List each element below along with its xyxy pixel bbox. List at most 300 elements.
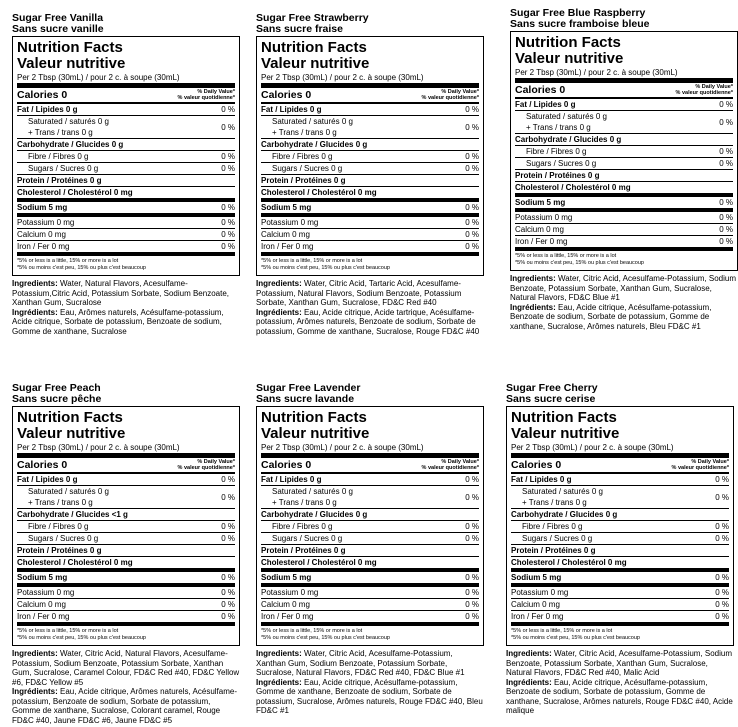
ingredients-text: Water, Citric Acid, Natural Flavors, Acesulfame-Potassium, Sodium Benzoate, Potassium Sorbate, Xanthan Gum, Sucralose, Caramel Colour, FD&C Red #40, FD&C Yellow #6, FD&C Yellow #5 — [12, 649, 240, 687]
calories-label: Calories 0 — [261, 459, 312, 471]
product-name-fr: Sans sucre pêche — [12, 393, 102, 405]
saturated-trans-row — [261, 116, 479, 139]
potassium-label: Potassium 0 mg — [511, 588, 569, 597]
protein-label: Protein / Protéines 0 g — [17, 176, 102, 185]
calcium-pct: 0 % — [719, 225, 733, 234]
protein-row — [261, 545, 479, 557]
fibre-row — [261, 151, 479, 163]
dv-line-en: % Daily Value* — [441, 459, 479, 465]
sugars-pct: 0 % — [221, 164, 235, 173]
serving-size: Per 2 Tbsp (30mL) / pour 2 c. à soupe (30mL) — [515, 68, 733, 83]
fat-pct: 0 % — [465, 475, 479, 484]
product-name-en: Sugar Free Cherry — [506, 382, 598, 394]
iron-label: Iron / Fer 0 mg — [261, 612, 314, 621]
cholesterol-row — [261, 557, 479, 572]
product-name-fr: Sans sucre lavande — [256, 393, 355, 405]
ingredients-text: Water, Citric Acid, Acesulfame-Potassium, Xanthan Gum, Sodium Benzoate, Potassium Sorbate, Sucralose, Natural Flavors, FD&C Red #40, FD&C Blue #1 — [256, 649, 465, 677]
iron-label: Iron / Fer 0 mg — [515, 237, 568, 246]
iron-pct: 0 % — [221, 242, 235, 251]
footnote-fr: *5% ou moins c'est peu, 15% ou plus c'est beaucoup — [17, 265, 146, 271]
sodium-label: Sodium 5 mg — [17, 573, 68, 582]
product-name-en: Sugar Free Strawberry — [256, 12, 369, 24]
ingredients-label: Ingredients: — [12, 279, 58, 288]
carbohydrate-row — [511, 509, 729, 521]
ingredients-fr-text: Eau, Acide citrique, Acésulfame-potassium, Benzoate de sodium, Sorbate de potassium, Gomme de xanthane, Sucralose, Arômes naturels, Rouge FD&C #40, Acide malique — [506, 677, 733, 715]
valeur-nutritive-title: Valeur nutritive — [515, 50, 624, 67]
sugars-row — [17, 163, 235, 175]
sugars-pct: 0 % — [465, 534, 479, 543]
calories-row — [261, 88, 479, 104]
potassium-pct: 0 % — [465, 588, 479, 597]
valeur-nutritive-title: Valeur nutritive — [261, 425, 370, 442]
protein-label: Protein / Protéines 0 g — [515, 171, 600, 180]
ingredients-label: Ingredients: — [506, 649, 552, 658]
nutrition-facts-title: Nutrition Facts — [17, 39, 123, 56]
footnote — [17, 626, 235, 642]
product-name-fr: Sans sucre framboise bleue — [510, 18, 650, 30]
serving-size: Per 2 Tbsp (30mL) / pour 2 c. à soupe (30mL) — [511, 443, 729, 458]
calories-row — [17, 458, 235, 474]
ingredients-fr-label: Ingrédients: — [256, 677, 302, 687]
saturated-label: Saturated / saturés 0 g — [272, 117, 353, 126]
dv-line-fr: % valeur quotidienne* — [177, 465, 235, 471]
nutrition-facts-title: Nutrition Facts — [261, 409, 367, 426]
nutrition-facts-title: Nutrition Facts — [17, 409, 123, 426]
cholesterol-label: Cholesterol / Cholestérol 0 mg — [17, 558, 133, 567]
footnote-en: *5% or less is a little, 15% or more is a lot — [261, 628, 363, 634]
footnote — [17, 256, 235, 272]
footnote-fr: *5% ou moins c'est peu, 15% ou plus c'est beaucoup — [511, 635, 640, 641]
potassium-pct: 0 % — [465, 218, 479, 227]
potassium-label: Potassium 0 mg — [17, 588, 75, 597]
calcium-row — [515, 224, 733, 236]
iron-pct: 0 % — [221, 612, 235, 621]
product-name-en: Sugar Free Vanilla — [12, 12, 104, 24]
ingredients-fr — [256, 678, 484, 716]
fibre-pct: 0 % — [715, 522, 729, 531]
nutrition-facts-table — [12, 406, 240, 646]
iron-row — [261, 241, 479, 256]
fat-pct: 0 % — [221, 475, 235, 484]
nutrition-facts-table — [256, 406, 484, 646]
fibre-pct: 0 % — [465, 522, 479, 531]
sodium-row — [515, 197, 733, 212]
ingredients-fr-text: Eau, Acide citrique, Arômes naturels, Acésulfame-potassium, Benzoate de sodium, Sorbate de potassium, Gomme de xanthane, Sucralose, Colorant caramel, Rouge FD&C #40, Jaune FD&C #6, Jaune FD&C #5 — [12, 687, 237, 725]
footnote-en: *5% or less is a little, 15% or more is a lot — [261, 258, 363, 264]
satrans-pct: 0 % — [221, 122, 235, 132]
iron-pct: 0 % — [465, 242, 479, 251]
panel-peach — [12, 383, 240, 725]
saturated-label: Saturated / saturés 0 g — [272, 487, 353, 496]
sodium-pct: 0 % — [465, 573, 479, 582]
iron-pct: 0 % — [715, 612, 729, 621]
calories-label: Calories 0 — [261, 89, 312, 101]
trans-label: + Trans / trans 0 g — [272, 128, 337, 137]
footnote-fr: *5% ou moins c'est peu, 15% ou plus c'est beaucoup — [261, 265, 390, 271]
fat-pct: 0 % — [719, 100, 733, 109]
fat-row — [17, 474, 235, 486]
footnote-fr: *5% ou moins c'est peu, 15% ou plus c'est beaucoup — [17, 635, 146, 641]
footnote-fr: *5% ou moins c'est peu, 15% ou plus c'est beaucoup — [261, 635, 390, 641]
iron-label: Iron / Fer 0 mg — [17, 242, 70, 251]
sugars-row — [515, 158, 733, 170]
fibre-row — [261, 521, 479, 533]
dv-line-fr: % valeur quotidienne* — [421, 95, 479, 101]
ingredients-en — [510, 274, 738, 303]
nutrition-facts-table — [256, 36, 484, 276]
sodium-label: Sodium 5 mg — [17, 203, 68, 212]
saturated-trans-row — [261, 486, 479, 509]
footnote-fr: *5% ou moins c'est peu, 15% ou plus c'est beaucoup — [515, 260, 644, 266]
fibre-label: Fibre / Fibres 0 g — [272, 152, 333, 161]
sodium-row — [511, 572, 729, 587]
ingredients-en — [256, 279, 484, 308]
sugars-label: Sugars / Sucres 0 g — [272, 164, 343, 173]
sugars-row — [261, 163, 479, 175]
sodium-pct: 0 % — [719, 198, 733, 207]
ingredients-fr — [12, 687, 240, 725]
potassium-pct: 0 % — [715, 588, 729, 597]
product-name-fr: Sans sucre fraise — [256, 23, 343, 35]
potassium-pct: 0 % — [221, 588, 235, 597]
calories-row — [511, 458, 729, 474]
valeur-nutritive-title: Valeur nutritive — [17, 55, 126, 72]
ingredients-fr-label: Ingrédients: — [12, 307, 58, 317]
dv-line-en: % Daily Value* — [441, 89, 479, 95]
calcium-pct: 0 % — [221, 230, 235, 239]
calcium-row — [261, 599, 479, 611]
satrans-pct: 0 % — [715, 492, 729, 502]
fibre-label: Fibre / Fibres 0 g — [272, 522, 333, 531]
dv-line-fr: % valeur quotidienne* — [421, 465, 479, 471]
sugars-row — [511, 533, 729, 545]
nutrition-facts-table — [12, 36, 240, 276]
calcium-row — [261, 229, 479, 241]
ingredients-fr-label: Ingrédients: — [256, 307, 302, 317]
sodium-pct: 0 % — [221, 203, 235, 212]
potassium-pct: 0 % — [221, 218, 235, 227]
fat-pct: 0 % — [465, 105, 479, 114]
serving-size: Per 2 Tbsp (30mL) / pour 2 c. à soupe (30mL) — [261, 443, 479, 458]
product-name-en: Sugar Free Blue Raspberry — [510, 7, 646, 19]
trans-label: + Trans / trans 0 g — [28, 128, 93, 137]
calcium-pct: 0 % — [465, 600, 479, 609]
iron-label: Iron / Fer 0 mg — [261, 242, 314, 251]
calcium-label: Calcium 0 mg — [17, 600, 66, 609]
carbohydrate-row — [17, 139, 235, 151]
ingredients-fr — [12, 308, 240, 337]
footnote-en: *5% or less is a little, 15% or more is a lot — [17, 628, 119, 634]
protein-row — [511, 545, 729, 557]
calcium-label: Calcium 0 mg — [515, 225, 564, 234]
sugars-label: Sugars / Sucres 0 g — [526, 159, 597, 168]
footnote — [511, 626, 729, 642]
cholesterol-row — [261, 187, 479, 202]
fat-pct: 0 % — [715, 475, 729, 484]
sugars-label: Sugars / Sucres 0 g — [28, 164, 99, 173]
sugars-label: Sugars / Sucres 0 g — [272, 534, 343, 543]
saturated-trans-row — [515, 111, 733, 134]
calories-label: Calories 0 — [17, 459, 68, 471]
carbohydrate-row — [515, 134, 733, 146]
ingredients-en — [506, 649, 734, 678]
saturated-label: Saturated / saturés 0 g — [28, 117, 109, 126]
product-name-fr: Sans sucre vanille — [12, 23, 104, 35]
fat-pct: 0 % — [221, 105, 235, 114]
serving-size: Per 2 Tbsp (30mL) / pour 2 c. à soupe (30mL) — [17, 443, 235, 458]
potassium-pct: 0 % — [719, 213, 733, 222]
sodium-label: Sodium 5 mg — [261, 203, 312, 212]
ingredients-fr-label: Ingrédients: — [506, 677, 552, 687]
sugars-pct: 0 % — [719, 159, 733, 168]
fibre-label: Fibre / Fibres 0 g — [28, 522, 89, 531]
carbohydrate-label: Carbohydrate / Glucides <1 g — [17, 510, 128, 519]
fibre-row — [515, 146, 733, 158]
serving-size: Per 2 Tbsp (30mL) / pour 2 c. à soupe (30mL) — [17, 73, 235, 88]
ingredients-fr — [506, 678, 734, 716]
ingredients-fr-text: Eau, Acide citrique, Acésulfame-potassium, Benzoate de sodium, Sorbate de potassium, Gomme de xanthane, Sucralose, Arômes naturels, Bleu FD&C #1 — [510, 302, 712, 331]
carbohydrate-label: Carbohydrate / Glucides 0 g — [511, 510, 618, 519]
sodium-pct: 0 % — [465, 203, 479, 212]
ingredients-en — [12, 279, 240, 308]
fibre-row — [17, 151, 235, 163]
ingredients-label: Ingredients: — [256, 279, 302, 288]
ingredients-fr-text: Eau, Acide citrique, Acésulfame-potassium, Gomme de xanthane, Benzoate de sodium, Sorbate de potassium, Sucralose, Arômes naturels, Rouge FD&C #40, Bleu FD&C #1 — [256, 677, 483, 715]
product-name-en: Sugar Free Lavender — [256, 382, 361, 394]
carbohydrate-label: Carbohydrate / Glucides 0 g — [515, 135, 622, 144]
fibre-label: Fibre / Fibres 0 g — [522, 522, 583, 531]
iron-row — [17, 611, 235, 626]
cholesterol-row — [511, 557, 729, 572]
panel-lavender — [256, 383, 484, 716]
fat-label: Fat / Lipides 0 g — [261, 475, 322, 484]
dv-line-fr: % valeur quotidienne* — [177, 95, 235, 101]
fat-label: Fat / Lipides 0 g — [511, 475, 572, 484]
satrans-pct: 0 % — [465, 492, 479, 502]
calcium-label: Calcium 0 mg — [261, 600, 310, 609]
calcium-pct: 0 % — [715, 600, 729, 609]
ingredients-en — [256, 649, 484, 678]
fat-label: Fat / Lipides 0 g — [515, 100, 576, 109]
fat-row — [261, 474, 479, 486]
calories-row — [261, 458, 479, 474]
trans-label: + Trans / trans 0 g — [526, 123, 591, 132]
satrans-pct: 0 % — [465, 122, 479, 132]
protein-label: Protein / Protéines 0 g — [261, 546, 346, 555]
cholesterol-label: Cholesterol / Cholestérol 0 mg — [515, 183, 631, 192]
saturated-trans-row — [17, 116, 235, 139]
footnote — [261, 256, 479, 272]
cholesterol-row — [17, 557, 235, 572]
calcium-row — [17, 599, 235, 611]
saturated-label: Saturated / saturés 0 g — [522, 487, 603, 496]
iron-pct: 0 % — [719, 237, 733, 246]
calcium-label: Calcium 0 mg — [261, 230, 310, 239]
potassium-label: Potassium 0 mg — [261, 588, 319, 597]
calories-label: Calories 0 — [17, 89, 68, 101]
sugars-pct: 0 % — [715, 534, 729, 543]
panel-cherry — [506, 383, 734, 716]
product-name-en: Sugar Free Peach — [12, 382, 101, 394]
ingredients-fr-text: Eau, Arômes naturels, Acésulfame-potassium, Acide citrique, Sorbate de potassium, Benzoate de sodium, Gomme de xanthane, Sucralose — [12, 307, 224, 336]
ingredients-label: Ingredients: — [510, 274, 556, 283]
iron-label: Iron / Fer 0 mg — [17, 612, 70, 621]
calories-label: Calories 0 — [511, 459, 562, 471]
footnote-en: *5% or less is a little, 15% or more is a lot — [515, 253, 617, 259]
carbohydrate-row — [261, 139, 479, 151]
iron-label: Iron / Fer 0 mg — [511, 612, 564, 621]
carbohydrate-row — [17, 509, 235, 521]
fat-row — [511, 474, 729, 486]
fat-label: Fat / Lipides 0 g — [261, 105, 322, 114]
cholesterol-label: Cholesterol / Cholestérol 0 mg — [17, 188, 133, 197]
daily-value-header — [422, 89, 479, 101]
nutrition-facts-title: Nutrition Facts — [511, 409, 617, 426]
sugars-label: Sugars / Sucres 0 g — [522, 534, 593, 543]
sugars-row — [261, 533, 479, 545]
panel-vanilla — [12, 13, 240, 336]
nutrition-facts-title: Nutrition Facts — [261, 39, 367, 56]
dv-line-en: % Daily Value* — [197, 89, 235, 95]
fat-label: Fat / Lipides 0 g — [17, 475, 78, 484]
calories-row — [515, 83, 733, 99]
dv-line-en: % Daily Value* — [695, 84, 733, 90]
sodium-row — [261, 572, 479, 587]
ingredients-text: Water, Citric Acid, Tartaric Acid, Acesulfame-Potassium, Natural Flavors, Sodium Benzoate, Potassium Sorbate, Xanthan Gum, Sucralose, FD&C Red #40 — [256, 279, 462, 307]
potassium-label: Potassium 0 mg — [261, 218, 319, 227]
satrans-pct: 0 % — [719, 117, 733, 127]
footnote-en: *5% or less is a little, 15% or more is a lot — [511, 628, 613, 634]
calcium-row — [511, 599, 729, 611]
ingredients-label: Ingredients: — [256, 649, 302, 658]
sugars-pct: 0 % — [465, 164, 479, 173]
protein-label: Protein / Protéines 0 g — [17, 546, 102, 555]
saturated-label: Saturated / saturés 0 g — [526, 112, 607, 121]
nutrition-facts-table — [506, 406, 734, 646]
daily-value-header — [178, 89, 235, 101]
daily-value-header — [178, 459, 235, 471]
potassium-row — [17, 217, 235, 229]
product-name-fr: Sans sucre cerise — [506, 393, 596, 405]
iron-row — [17, 241, 235, 256]
protein-label: Protein / Protéines 0 g — [261, 176, 346, 185]
ingredients-fr — [256, 308, 484, 337]
daily-value-header — [422, 459, 479, 471]
potassium-row — [17, 587, 235, 599]
sodium-row — [17, 572, 235, 587]
potassium-label: Potassium 0 mg — [515, 213, 573, 222]
footnote — [515, 251, 733, 267]
ingredients-label: Ingredients: — [12, 649, 58, 658]
nutrition-facts-table — [510, 31, 738, 271]
calories-label: Calories 0 — [515, 84, 566, 96]
fat-row — [17, 104, 235, 116]
iron-row — [261, 611, 479, 626]
protein-label: Protein / Protéines 0 g — [511, 546, 596, 555]
cholesterol-label: Cholesterol / Cholestérol 0 mg — [261, 558, 377, 567]
sodium-pct: 0 % — [715, 573, 729, 582]
carbohydrate-label: Carbohydrate / Glucides 0 g — [261, 140, 368, 149]
potassium-row — [261, 217, 479, 229]
fibre-label: Fibre / Fibres 0 g — [526, 147, 587, 156]
ingredients-text: Water, Natural Flavors, Acesulfame-Potassium,Citric Acid, Potassium Sorbate, Sodium Benzoate, Xanthan Gum, Sucralose — [12, 279, 229, 307]
fibre-label: Fibre / Fibres 0 g — [28, 152, 89, 161]
protein-row — [261, 175, 479, 187]
fat-label: Fat / Lipides 0 g — [17, 105, 78, 114]
iron-row — [511, 611, 729, 626]
fibre-row — [17, 521, 235, 533]
cholesterol-label: Cholesterol / Cholestérol 0 mg — [261, 188, 377, 197]
sodium-row — [17, 202, 235, 217]
calcium-label: Calcium 0 mg — [17, 230, 66, 239]
dv-line-fr: % valeur quotidienne* — [675, 90, 733, 96]
panel-strawberry — [256, 13, 484, 336]
ingredients-fr-text: Eau, Acide citrique, Acide tartrique, Acésulfame-potassium, Arômes naturels, Benzoate de sodium, Sorbate de potassium, Gomme de xanthane, Sucralose, Rouge FD&C #40 — [256, 307, 480, 336]
cholesterol-label: Cholesterol / Cholestérol 0 mg — [511, 558, 627, 567]
fibre-pct: 0 % — [221, 522, 235, 531]
valeur-nutritive-title: Valeur nutritive — [261, 55, 370, 72]
footnote-en: *5% or less is a little, 15% or more is a lot — [17, 258, 119, 264]
iron-pct: 0 % — [465, 612, 479, 621]
trans-label: + Trans / trans 0 g — [522, 498, 587, 507]
sugars-pct: 0 % — [221, 534, 235, 543]
fibre-pct: 0 % — [465, 152, 479, 161]
daily-value-header — [676, 84, 733, 96]
potassium-label: Potassium 0 mg — [17, 218, 75, 227]
sodium-label: Sodium 5 mg — [515, 198, 566, 207]
sodium-row — [261, 202, 479, 217]
ingredients-text: Water, Citric Acid, Acesulfame-Potassium, Sodium Benzoate, Potassium Sorbate, Xanthan Gum, Sucralose, Natural Flavors, FD&C Blue #1 — [510, 274, 737, 302]
saturated-trans-row — [511, 486, 729, 509]
panel-blue-raspberry — [510, 8, 738, 331]
valeur-nutritive-title: Valeur nutritive — [511, 425, 620, 442]
sugars-row — [17, 533, 235, 545]
ingredients-fr-label: Ingrédients: — [12, 687, 58, 696]
serving-size: Per 2 Tbsp (30mL) / pour 2 c. à soupe (30mL) — [261, 73, 479, 88]
trans-label: + Trans / trans 0 g — [272, 498, 337, 507]
fibre-row — [511, 521, 729, 533]
calcium-pct: 0 % — [465, 230, 479, 239]
satrans-pct: 0 % — [221, 492, 235, 502]
ingredients-en — [12, 649, 240, 687]
fat-row — [515, 99, 733, 111]
ingredients-text: Water, Citric Acid, Acesulfame-Potassium, Sodium Benzoate, Potassium Sorbate, Xanthan Gum, Sucralose, Natural Flavors, FD&C Red #40, Malic Acid — [506, 649, 733, 677]
nutrition-facts-title: Nutrition Facts — [515, 34, 621, 51]
sodium-pct: 0 % — [221, 573, 235, 582]
sodium-label: Sodium 5 mg — [511, 573, 562, 582]
ingredients-fr-label: Ingrédients: — [510, 302, 556, 312]
dv-line-en: % Daily Value* — [197, 459, 235, 465]
fibre-pct: 0 % — [719, 147, 733, 156]
dv-line-en: % Daily Value* — [691, 459, 729, 465]
potassium-row — [511, 587, 729, 599]
calcium-pct: 0 % — [221, 600, 235, 609]
iron-row — [515, 236, 733, 251]
ingredients-fr — [510, 303, 738, 332]
calcium-label: Calcium 0 mg — [511, 600, 560, 609]
fat-row — [261, 104, 479, 116]
potassium-row — [515, 212, 733, 224]
footnote — [261, 626, 479, 642]
protein-row — [17, 545, 235, 557]
carbohydrate-row — [261, 509, 479, 521]
protein-row — [515, 170, 733, 182]
protein-row — [17, 175, 235, 187]
trans-label: + Trans / trans 0 g — [28, 498, 93, 507]
daily-value-header — [672, 459, 729, 471]
sugars-label: Sugars / Sucres 0 g — [28, 534, 99, 543]
potassium-row — [261, 587, 479, 599]
